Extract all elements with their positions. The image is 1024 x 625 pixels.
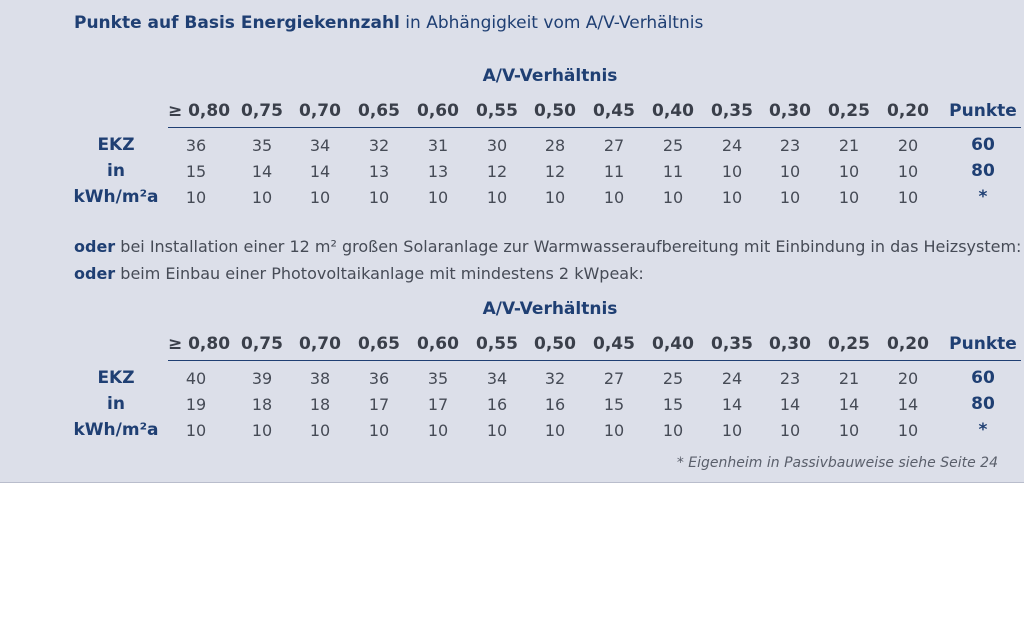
column-header: 0,70 bbox=[299, 334, 341, 354]
table-cell: 10 bbox=[779, 421, 801, 440]
oder-keyword: oder bbox=[74, 237, 116, 256]
table-cell: 38 bbox=[309, 369, 331, 388]
table-cell: 25 bbox=[662, 136, 684, 155]
column-header: 0,65 bbox=[358, 334, 400, 354]
table-cell: 30 bbox=[486, 136, 508, 155]
table-cell: 31 bbox=[427, 136, 449, 155]
table-cell: 10 bbox=[897, 421, 919, 440]
table-cell: 10 bbox=[309, 188, 331, 207]
column-header: 0,40 bbox=[652, 334, 694, 354]
column-header: 0,30 bbox=[769, 101, 811, 121]
table-cell: 11 bbox=[662, 162, 684, 181]
footnote: * Eigenheim in Passivbauweise siehe Seite 24 bbox=[676, 455, 998, 471]
table-cell: 13 bbox=[368, 162, 390, 181]
column-header: 0,30 bbox=[769, 334, 811, 354]
table-cell: 18 bbox=[309, 395, 331, 414]
column-header: 0,25 bbox=[828, 101, 870, 121]
table-cell: 10 bbox=[185, 188, 207, 207]
table-cell: 21 bbox=[838, 369, 860, 388]
column-header: 0,60 bbox=[417, 101, 459, 121]
column-header: 0,65 bbox=[358, 101, 400, 121]
table-cell: 14 bbox=[721, 395, 743, 414]
table-cell: 10 bbox=[779, 162, 801, 181]
table-cell: 34 bbox=[486, 369, 508, 388]
table-cell: 14 bbox=[251, 162, 273, 181]
column-header: 0,45 bbox=[593, 334, 635, 354]
column-header: 0,50 bbox=[534, 334, 576, 354]
column-header: 0,35 bbox=[711, 334, 753, 354]
points-value: 80 bbox=[971, 394, 995, 414]
table-cell: 10 bbox=[603, 421, 625, 440]
table-cell: 21 bbox=[838, 136, 860, 155]
table-cell: 24 bbox=[721, 369, 743, 388]
table-cell: 10 bbox=[544, 421, 566, 440]
page-title bbox=[74, 13, 703, 33]
oder-keyword: oder bbox=[74, 264, 116, 283]
table-cell: 16 bbox=[544, 395, 566, 414]
section-heading: A/V-Verhältnis bbox=[482, 299, 618, 319]
table-cell: 10 bbox=[721, 421, 743, 440]
table-cell: 17 bbox=[427, 395, 449, 414]
row-label: EKZ bbox=[97, 135, 135, 155]
table-cell: 10 bbox=[662, 188, 684, 207]
table-cell: 23 bbox=[779, 136, 801, 155]
table-cell: 11 bbox=[603, 162, 625, 181]
points-value: 80 bbox=[971, 161, 995, 181]
table-cell: 20 bbox=[897, 369, 919, 388]
oder-text: bei Installation einer 12 m² großen Solaranlage zur Warmwasseraufbereitung mit Einbindung in das Heizsystem: bbox=[120, 237, 1022, 256]
table-cell: 14 bbox=[779, 395, 801, 414]
column-header: 0,55 bbox=[476, 334, 518, 354]
title-bold: Punkte auf Basis Energiekennzahl bbox=[74, 13, 400, 33]
table-cell: 25 bbox=[662, 369, 684, 388]
table-cell: 10 bbox=[185, 421, 207, 440]
header-rule bbox=[168, 360, 1021, 361]
table-cell: 17 bbox=[368, 395, 390, 414]
table-cell: 10 bbox=[251, 421, 273, 440]
table-cell: 24 bbox=[721, 136, 743, 155]
points-value: 60 bbox=[971, 135, 995, 155]
row-label: in bbox=[107, 394, 125, 414]
table-cell: 14 bbox=[897, 395, 919, 414]
column-header: 0,40 bbox=[652, 101, 694, 121]
table-cell: 39 bbox=[251, 369, 273, 388]
table-cell: 40 bbox=[185, 369, 207, 388]
row-label: in bbox=[107, 161, 125, 181]
table-cell: 10 bbox=[838, 162, 860, 181]
punkte-header: Punkte bbox=[949, 334, 1017, 354]
table-cell: 20 bbox=[897, 136, 919, 155]
points-value: * bbox=[978, 420, 988, 440]
row-label: EKZ bbox=[97, 368, 135, 388]
points-value: 60 bbox=[971, 368, 995, 388]
column-header: 0,45 bbox=[593, 101, 635, 121]
table-cell: 10 bbox=[486, 421, 508, 440]
table-cell: 10 bbox=[662, 421, 684, 440]
section-heading: A/V-Verhältnis bbox=[482, 66, 618, 86]
oder-text: beim Einbau einer Photovoltaikanlage mit mindestens 2 kWpeak: bbox=[120, 264, 644, 283]
column-header: 0,20 bbox=[887, 101, 929, 121]
punkte-header: Punkte bbox=[949, 101, 1017, 121]
table-cell: 10 bbox=[838, 421, 860, 440]
table-cell: 10 bbox=[897, 188, 919, 207]
table-cell: 10 bbox=[721, 188, 743, 207]
table-cell: 10 bbox=[427, 188, 449, 207]
table-cell: 15 bbox=[603, 395, 625, 414]
table-cell: 23 bbox=[779, 369, 801, 388]
table-cell: 27 bbox=[603, 136, 625, 155]
column-header: ≥ 0,80 bbox=[167, 101, 231, 121]
table-cell: 10 bbox=[368, 421, 390, 440]
column-header: 0,70 bbox=[299, 101, 341, 121]
table-cell: 13 bbox=[427, 162, 449, 181]
table-cell: 28 bbox=[544, 136, 566, 155]
table-cell: 32 bbox=[544, 369, 566, 388]
table-cell: 16 bbox=[486, 395, 508, 414]
table-cell: 12 bbox=[544, 162, 566, 181]
table-cell: 10 bbox=[368, 188, 390, 207]
table-cell: 10 bbox=[427, 421, 449, 440]
column-header: 0,50 bbox=[534, 101, 576, 121]
row-label: kWh/m²a bbox=[73, 187, 159, 207]
table-cell: 27 bbox=[603, 369, 625, 388]
column-header: 0,35 bbox=[711, 101, 753, 121]
column-header: 0,55 bbox=[476, 101, 518, 121]
table-cell: 32 bbox=[368, 136, 390, 155]
table-cell: 15 bbox=[662, 395, 684, 414]
table-cell: 35 bbox=[427, 369, 449, 388]
column-header: ≥ 0,80 bbox=[167, 334, 231, 354]
points-value: * bbox=[978, 187, 988, 207]
table-cell: 18 bbox=[251, 395, 273, 414]
table-cell: 10 bbox=[603, 188, 625, 207]
column-header: 0,75 bbox=[241, 101, 283, 121]
table-cell: 14 bbox=[838, 395, 860, 414]
column-header: 0,60 bbox=[417, 334, 459, 354]
table-cell: 10 bbox=[897, 162, 919, 181]
table-cell: 10 bbox=[721, 162, 743, 181]
table-cell: 34 bbox=[309, 136, 331, 155]
title-normal: in Abhängigkeit vom A/V-Verhältnis bbox=[405, 13, 704, 33]
table-cell: 10 bbox=[309, 421, 331, 440]
row-label: kWh/m²a bbox=[73, 420, 159, 440]
table-cell: 12 bbox=[486, 162, 508, 181]
oder-line-1 bbox=[74, 237, 1021, 256]
table-cell: 15 bbox=[185, 162, 207, 181]
header-rule bbox=[168, 127, 1021, 128]
table-cell: 14 bbox=[309, 162, 331, 181]
table-cell: 36 bbox=[185, 136, 207, 155]
table-cell: 10 bbox=[544, 188, 566, 207]
table-cell: 10 bbox=[779, 188, 801, 207]
table-cell: 35 bbox=[251, 136, 273, 155]
table-cell: 36 bbox=[368, 369, 390, 388]
table-cell: 10 bbox=[486, 188, 508, 207]
table-cell: 10 bbox=[838, 188, 860, 207]
oder-line-2 bbox=[74, 264, 644, 283]
table-cell: 10 bbox=[251, 188, 273, 207]
column-header: 0,25 bbox=[828, 334, 870, 354]
column-header: 0,75 bbox=[241, 334, 283, 354]
column-header: 0,20 bbox=[887, 334, 929, 354]
table-cell: 19 bbox=[185, 395, 207, 414]
